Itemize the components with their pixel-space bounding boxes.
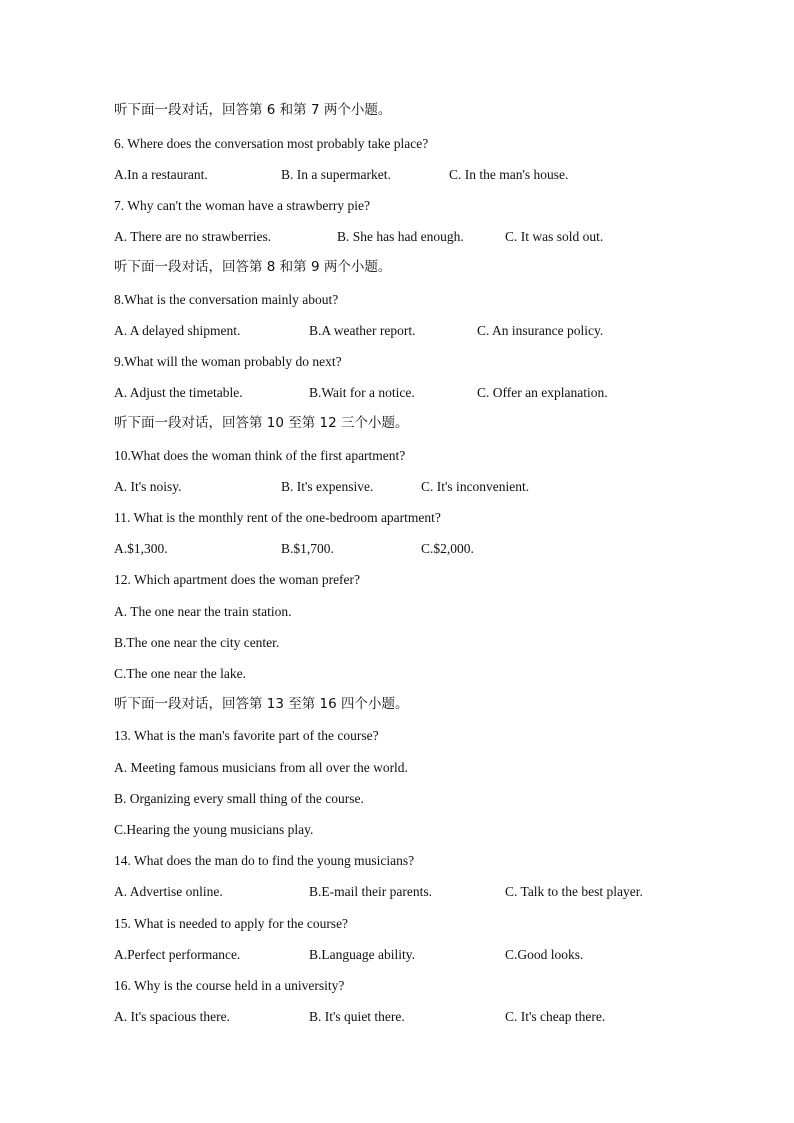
question-13: 13. What is the man's favorite part of the course? xyxy=(114,728,379,743)
option-a: A. There are no strawberries. xyxy=(114,229,272,244)
question-7: 7. Why can't the woman have a strawberry pie? xyxy=(114,198,370,213)
question-10: 10.What does the woman think of the first apartment? xyxy=(114,448,406,463)
option-b: B.E-mail their parents. xyxy=(309,884,432,899)
option-c: C. Talk to the best player. xyxy=(505,884,643,899)
question-16: 16. Why is the course held in a university? xyxy=(114,978,345,993)
option-a: A.Perfect performance. xyxy=(114,947,241,962)
question-10-options xyxy=(114,477,714,497)
option-c: C. It was sold out. xyxy=(505,229,604,244)
question-11-options xyxy=(114,539,714,559)
option-b: B. In a supermarket. xyxy=(281,167,391,182)
question-16-options xyxy=(114,1007,714,1027)
option-b: B.Wait for a notice. xyxy=(309,385,415,400)
section-heading: 听下面一段对话，回答第 6 和第 7 两个小题。 xyxy=(114,102,392,118)
option-b: B.$1,700. xyxy=(281,541,334,556)
option-c: C. An insurance policy. xyxy=(477,323,604,338)
option-a: A. Adjust the timetable. xyxy=(114,385,243,400)
section-heading: 听下面一段对话，回答第 8 和第 9 两个小题。 xyxy=(114,259,392,275)
option-a: A. A delayed shipment. xyxy=(114,323,241,338)
option-a: A.In a restaurant. xyxy=(114,167,208,182)
question-6-options xyxy=(114,165,714,185)
question-14-options xyxy=(114,882,714,902)
option-b: B. Organizing every small thing of the course. xyxy=(114,791,364,806)
question-15-options xyxy=(114,945,714,965)
question-9: 9.What will the woman probably do next? xyxy=(114,354,342,369)
question-11: 11. What is the monthly rent of the one-bedroom apartment? xyxy=(114,510,441,525)
option-c: C.Good looks. xyxy=(505,947,584,962)
option-b: B. It's quiet there. xyxy=(309,1009,405,1024)
option-c: C.$2,000. xyxy=(421,541,474,556)
question-15: 15. What is needed to apply for the course? xyxy=(114,916,349,931)
option-c: C.The one near the lake. xyxy=(114,666,246,681)
section-heading: 听下面一段对话，回答第 13 至第 16 四个小题。 xyxy=(114,696,409,712)
option-a: A. The one near the train station. xyxy=(114,604,292,619)
question-12: 12. Which apartment does the woman prefer? xyxy=(114,572,361,587)
option-b: B. She has had enough. xyxy=(337,229,464,244)
option-a: A. It's spacious there. xyxy=(114,1009,231,1024)
option-c: C. Offer an explanation. xyxy=(477,385,608,400)
question-8-options xyxy=(114,321,714,341)
question-9-options xyxy=(114,383,714,403)
option-b: B.A weather report. xyxy=(309,323,416,338)
question-7-options xyxy=(114,227,714,247)
option-a: A.$1,300. xyxy=(114,541,168,556)
question-8: 8.What is the conversation mainly about? xyxy=(114,292,339,307)
option-a: A. Meeting famous musicians from all over the world. xyxy=(114,760,408,775)
question-6: 6. Where does the conversation most probably take place? xyxy=(114,136,429,151)
option-a: A. It's noisy. xyxy=(114,479,182,494)
option-c: C.Hearing the young musicians play. xyxy=(114,822,314,837)
option-b: B.Language ability. xyxy=(309,947,415,962)
option-b: B.The one near the city center. xyxy=(114,635,280,650)
question-14: 14. What does the man do to find the young musicians? xyxy=(114,853,415,868)
option-b: B. It's expensive. xyxy=(281,479,374,494)
option-c: C. It's cheap there. xyxy=(505,1009,606,1024)
section-heading: 听下面一段对话，回答第 10 至第 12 三个小题。 xyxy=(114,415,409,431)
option-a: A. Advertise online. xyxy=(114,884,223,899)
option-c: C. It's inconvenient. xyxy=(421,479,530,494)
option-c: C. In the man's house. xyxy=(449,167,569,182)
